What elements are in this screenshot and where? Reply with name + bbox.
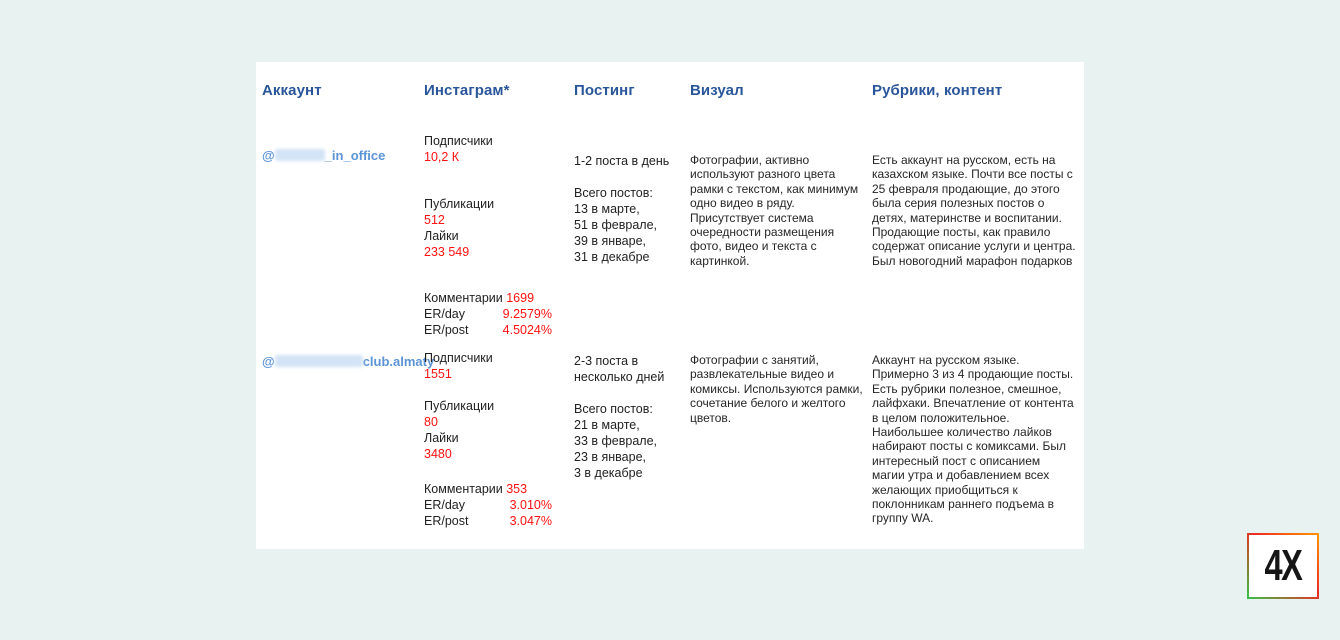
- posting-cell: [574, 350, 690, 529]
- stat-label: ER/post: [424, 514, 469, 528]
- stat-label: Подписчики: [424, 351, 493, 365]
- column-header-visual: Визуал: [690, 82, 744, 99]
- stat-label: Лайки: [424, 431, 459, 445]
- er-day-row: [424, 497, 552, 513]
- comments-line: [424, 290, 552, 306]
- stat-followers: [424, 133, 574, 165]
- stat-value: 1551: [424, 367, 452, 381]
- er-post-row: [424, 513, 552, 529]
- account-cell: [262, 133, 424, 350]
- zoom-level-badge: [1247, 533, 1319, 599]
- posting-month-line: 51 в феврале,: [574, 218, 657, 232]
- zoom-level-label: 4X: [1264, 541, 1302, 590]
- instagram-stats-cell: [424, 133, 574, 350]
- stat-value: 3480: [424, 447, 452, 461]
- content-description: Есть аккаунт на русском, есть на казахском языке. Почти все посты с 25 февраля продающие, до этого была серия полезных постов о детях, материнстве и воспитании. Продающие посты, как правило содержат описание услуги и центра. Был новогодний марафон подарков: [872, 153, 1076, 268]
- redacted-account-segment: [275, 355, 363, 367]
- account-prefix: @: [262, 148, 275, 163]
- redacted-account-segment: [275, 149, 325, 161]
- stat-label: ER/day: [424, 307, 465, 321]
- content-panel: [256, 62, 1084, 549]
- posting-month-line: 39 в январе,: [574, 234, 646, 248]
- stat-label: Публикации: [424, 399, 495, 413]
- er-day-row: [424, 306, 552, 322]
- posting-total-label: Всего постов:: [574, 402, 653, 416]
- stat-value: 3.047%: [509, 514, 552, 528]
- stat-label: Лайки: [424, 229, 459, 243]
- accounts-table: [256, 62, 1084, 529]
- engagement-block: [424, 290, 552, 338]
- account-suffix: _in_office: [324, 148, 386, 163]
- stat-value: 512: [424, 213, 445, 227]
- posting-month-line: 21 в марте,: [574, 418, 640, 432]
- posting-cell: [574, 133, 690, 350]
- stat-publications-likes: [424, 398, 574, 462]
- stat-label: Подписчики: [424, 134, 493, 148]
- posting-month-line: 3 в декабре: [574, 466, 643, 480]
- comments-line: [424, 481, 552, 497]
- stat-value: 3.010%: [509, 498, 552, 512]
- stat-value: 233 549: [424, 245, 470, 259]
- account-link[interactable]: [262, 354, 434, 369]
- posting-total-label: Всего постов:: [574, 186, 653, 200]
- stat-value: 353: [506, 482, 528, 496]
- stat-value: 9.2579%: [502, 307, 552, 321]
- stat-label: Публикации: [424, 197, 495, 211]
- visual-description: Фотографии, активно используют разного цвета рамки с текстом, как минимум одно видео в ряду. Присутствует система очередности размещения фото, видео и текста с картинкой.: [690, 153, 859, 268]
- column-header-posting: Постинг: [574, 82, 635, 99]
- er-post-row: [424, 322, 552, 338]
- stat-followers: [424, 350, 574, 382]
- column-header-account: Аккаунт: [262, 82, 322, 99]
- stat-label: ER/post: [424, 323, 469, 337]
- stat-label: ER/day: [424, 498, 465, 512]
- account-link[interactable]: [262, 148, 385, 163]
- stat-label: Комментарии: [424, 291, 503, 305]
- column-header-instagram: Инстаграм*: [424, 82, 510, 99]
- stat-label: Комментарии: [424, 482, 503, 496]
- stat-value: 10,2 К: [424, 150, 460, 164]
- stat-value: 80: [424, 415, 438, 429]
- stat-value: 1699: [506, 291, 535, 305]
- posting-month-line: 23 в январе,: [574, 450, 646, 464]
- stat-value: 4.5024%: [502, 323, 552, 337]
- posting-frequency: 1-2 поста в день: [574, 154, 670, 168]
- stat-publications-likes: [424, 196, 574, 260]
- column-header-content: Рубрики, контент: [872, 82, 1003, 99]
- posting-month-line: 13 в марте,: [574, 202, 640, 216]
- posting-frequency: 2-3 поста в несколько дней: [574, 354, 665, 384]
- posting-month-line: 31 в декабре: [574, 250, 650, 264]
- visual-description: Фотографии с занятий, развлекательные видео и комиксы. Используются рамки, сочетание белого и желтого цветов.: [690, 353, 863, 425]
- engagement-block: [424, 481, 552, 529]
- content-description: Аккаунт на русском языке. Примерно 3 из 4 продающие посты. Есть рубрики полезное, смешное, лайфхаки. Впечатление от контента в целом положительное. Наибольшее количество лайков набирают посты с комиксами. Был интересный пост с описанием магии утра и добавлением всех желающих приобщиться к поклонникам раннего подъема в группу WA.: [872, 353, 1074, 526]
- account-suffix: club.almaty: [362, 354, 435, 369]
- account-prefix: @: [262, 354, 275, 369]
- posting-month-line: 33 в феврале,: [574, 434, 657, 448]
- instagram-stats-cell: [424, 350, 574, 529]
